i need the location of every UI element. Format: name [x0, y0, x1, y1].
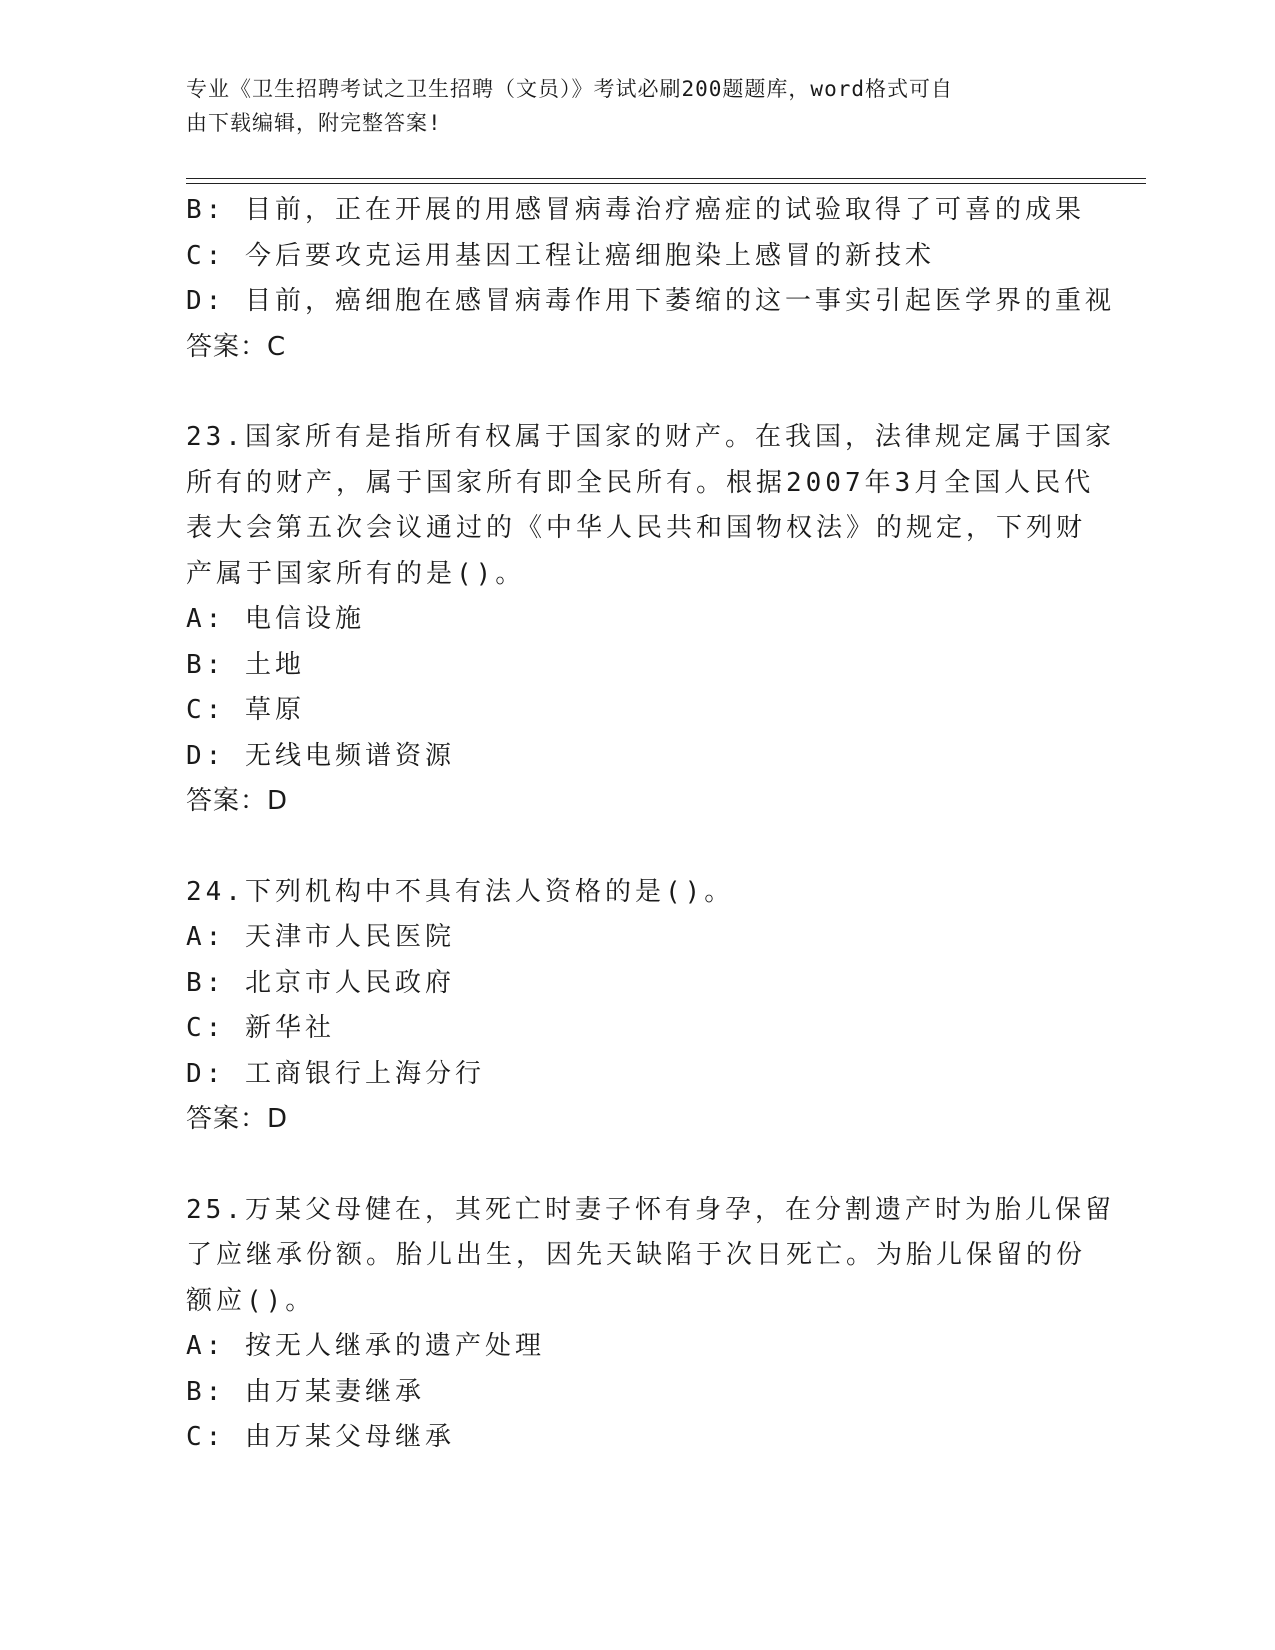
question-23-stem-line: 表大会第五次会议通过的《中华人民共和国物权法》的规定，下列财	[186, 513, 1087, 543]
header-title-line-2: 由下载编辑，附完整答案!	[186, 111, 442, 135]
question-24	[186, 870, 1086, 1143]
question-25-stem-line: 了应继承份额。胎儿出生，因先天缺陷于次日死亡。为胎儿保留的份	[186, 1240, 1087, 1270]
header-divider-top	[186, 178, 1146, 179]
header-title-line-1: 专业《卫生招聘考试之卫生招聘（文员）》考试必刷200题题库，word格式可自	[186, 77, 953, 101]
question-22-option-c: C: 今后要攻克运用基因工程让癌细胞染上感冒的新技术	[186, 240, 935, 271]
question-25-option-a: A: 按无人继承的遗产处理	[186, 1331, 545, 1361]
question-24-option-b: B: 北京市人民政府	[186, 967, 455, 998]
question-25-stem	[186, 1188, 1115, 1325]
question-24-stem	[186, 870, 1086, 916]
question-24-option-d: D: 工商银行上海分行	[186, 1058, 485, 1089]
question-23-stem-line: 23.国家所有是指所有权属于国家的财产。在我国，法律规定属于国家	[186, 422, 1115, 452]
spacer	[186, 370, 1086, 415]
question-24-stem-line: 24.下列机构中不具有法人资格的是()。	[186, 876, 735, 907]
question-23-stem-line: 产属于国家所有的是()。	[186, 558, 526, 589]
document-header	[186, 72, 1086, 140]
spacer	[186, 825, 1086, 870]
question-23-option-b: B: 土地	[186, 649, 305, 680]
question-23-option-a: A: 电信设施	[186, 604, 365, 634]
question-25-stem-line: 额应()。	[186, 1285, 316, 1316]
question-22-answer: 答案：C	[186, 331, 287, 362]
question-22-option-b: B: 目前，正在开展的用感冒病毒治疗癌症的试验取得了可喜的成果	[186, 195, 1085, 225]
question-23-answer: 答案：D	[186, 786, 289, 816]
question-25-option-c: C: 由万某父母继承	[186, 1422, 455, 1452]
question-25	[186, 1188, 1115, 1461]
question-23-stem-line: 所有的财产，属于国家所有即全民所有。根据2007年3月全国人民代	[186, 467, 1095, 498]
question-24-answer: 答案：D	[186, 1104, 289, 1134]
question-23-stem	[186, 415, 1115, 597]
question-22-option-d: D: 目前，癌细胞在感冒病毒作用下萎缩的这一事实引起医学界的重视	[186, 286, 1115, 316]
header-divider-bottom	[186, 183, 1146, 184]
spacer	[186, 1143, 1086, 1188]
question-23	[186, 415, 1115, 825]
document-body	[186, 188, 1115, 1461]
question-25-option-b: B: 由万某妻继承	[186, 1376, 425, 1407]
question-23-option-c: C: 草原	[186, 695, 305, 725]
question-25-stem-line: 25.万某父母健在，其死亡时妻子怀有身孕，在分割遗产时为胎儿保留	[186, 1194, 1115, 1225]
question-24-option-c: C: 新华社	[186, 1013, 335, 1043]
question-23-option-d: D: 无线电频谱资源	[186, 740, 455, 771]
question-22	[186, 188, 1115, 370]
question-24-option-a: A: 天津市人民医院	[186, 922, 455, 952]
